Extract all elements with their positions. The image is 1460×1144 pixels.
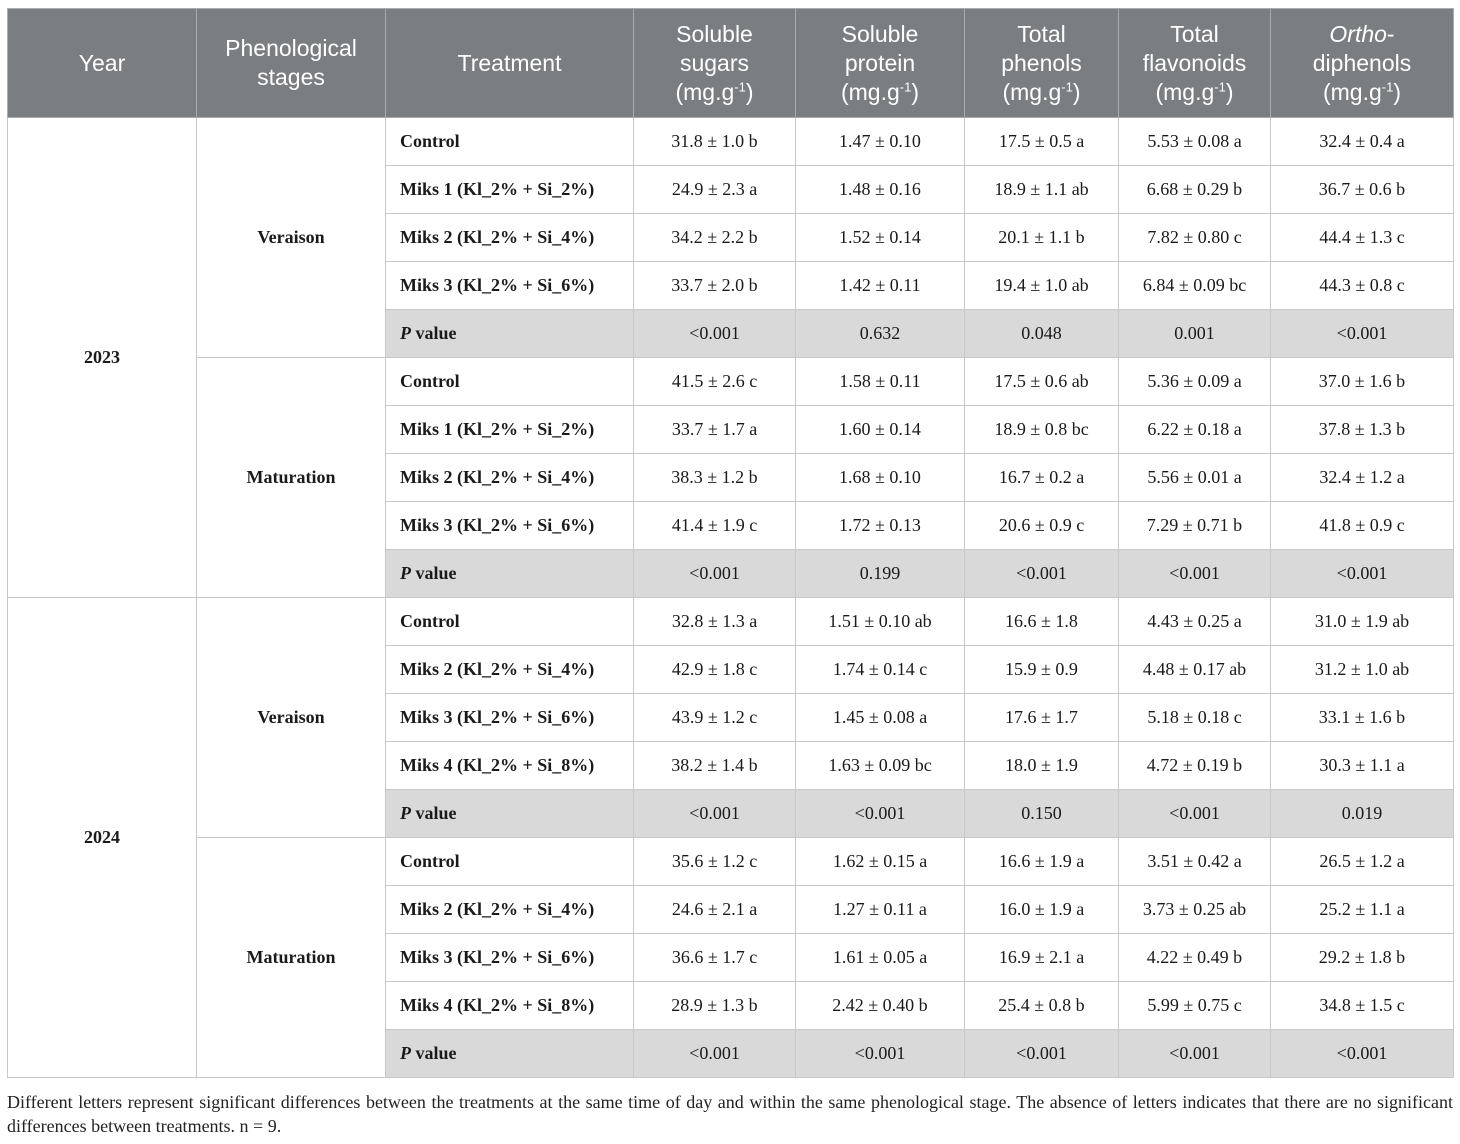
treatment-cell: Miks 2 (Kl_2% + Si_4%) (386, 886, 634, 934)
flavonoids-pvalue-cell: <0.001 (1119, 1030, 1271, 1078)
sugars-cell: 32.8 ± 1.3 a (634, 598, 796, 646)
ortho-cell: 31.0 ± 1.9 ab (1271, 598, 1454, 646)
ortho-cell: 29.2 ± 1.8 b (1271, 934, 1454, 982)
treatment-cell: Miks 1 (Kl_2% + Si_2%) (386, 166, 634, 214)
pvalue-label (386, 790, 634, 838)
sugars-pvalue-cell: <0.001 (634, 550, 796, 598)
protein-pvalue-cell: 0.632 (796, 310, 965, 358)
sugars-pvalue-cell: <0.001 (634, 310, 796, 358)
protein-pvalue-cell: 0.199 (796, 550, 965, 598)
phenols-cell: 16.7 ± 0.2 a (965, 454, 1119, 502)
ortho-cell: 33.1 ± 1.6 b (1271, 694, 1454, 742)
ortho-cell: 37.8 ± 1.3 b (1271, 406, 1454, 454)
flavonoids-cell: 5.36 ± 0.09 a (1119, 358, 1271, 406)
phenols-cell: 19.4 ± 1.0 ab (965, 262, 1119, 310)
table-row (8, 358, 1454, 406)
protein-cell: 1.27 ± 0.11 a (796, 886, 965, 934)
treatment-cell: Miks 3 (Kl_2% + Si_6%) (386, 502, 634, 550)
phenols-pvalue-cell: 0.150 (965, 790, 1119, 838)
flavonoids-cell: 5.53 ± 0.08 a (1119, 118, 1271, 166)
flavonoids-cell: 4.43 ± 0.25 a (1119, 598, 1271, 646)
flavonoids-cell: 5.18 ± 0.18 c (1119, 694, 1271, 742)
protein-cell: 1.62 ± 0.15 a (796, 838, 965, 886)
phenols-cell: 17.5 ± 0.6 ab (965, 358, 1119, 406)
phenols-pvalue-cell: <0.001 (965, 550, 1119, 598)
flavonoids-cell: 3.51 ± 0.42 a (1119, 838, 1271, 886)
treatment-cell: Miks 4 (Kl_2% + Si_8%) (386, 742, 634, 790)
sugars-pvalue-cell: <0.001 (634, 1030, 796, 1078)
pvalue-label-text: value (411, 323, 457, 343)
flavonoids-cell: 4.72 ± 0.19 b (1119, 742, 1271, 790)
sugars-cell: 36.6 ± 1.7 c (634, 934, 796, 982)
treatment-cell: Miks 4 (Kl_2% + Si_8%) (386, 982, 634, 1030)
table-row (8, 118, 1454, 166)
protein-cell: 1.51 ± 0.10 ab (796, 598, 965, 646)
col-ortho-header: Ortho- diphenols $(mg.g^{-1})$ (1271, 9, 1454, 118)
flavonoids-pvalue-cell: <0.001 (1119, 790, 1271, 838)
protein-cell: 1.47 ± 0.10 (796, 118, 965, 166)
sugars-cell: 35.6 ± 1.2 c (634, 838, 796, 886)
pvalue-label-p: P (400, 1043, 411, 1063)
year-cell: 2024 (8, 598, 197, 1078)
flavonoids-cell: 3.73 ± 0.25 ab (1119, 886, 1271, 934)
phenols-pvalue-cell: <0.001 (965, 1030, 1119, 1078)
sugars-cell: 42.9 ± 1.8 c (634, 646, 796, 694)
ortho-cell: 36.7 ± 0.6 b (1271, 166, 1454, 214)
treatment-cell: Miks 2 (Kl_2% + Si_4%) (386, 214, 634, 262)
protein-cell: 1.63 ± 0.09 bc (796, 742, 965, 790)
sugars-cell: 38.3 ± 1.2 b (634, 454, 796, 502)
treatment-cell: Miks 1 (Kl_2% + Si_2%) (386, 406, 634, 454)
flavonoids-cell: 7.82 ± 0.80 c (1119, 214, 1271, 262)
col-protein-header: Soluble protein $(mg.g^{-1})$ (796, 9, 965, 118)
phenols-cell: 17.5 ± 0.5 a (965, 118, 1119, 166)
table-header (8, 9, 1454, 118)
ortho-cell: 41.8 ± 0.9 c (1271, 502, 1454, 550)
ortho-cell: 34.8 ± 1.5 c (1271, 982, 1454, 1030)
protein-cell: 1.72 ± 0.13 (796, 502, 965, 550)
table-row (8, 598, 1454, 646)
col-stage-header: Phenological stages (197, 9, 386, 118)
sugars-cell: 28.9 ± 1.3 b (634, 982, 796, 1030)
phenols-cell: 17.6 ± 1.7 (965, 694, 1119, 742)
phenols-cell: 15.9 ± 0.9 (965, 646, 1119, 694)
treatment-cell: Miks 2 (Kl_2% + Si_4%) (386, 646, 634, 694)
pvalue-label-p: P (400, 563, 411, 583)
phenols-cell: 20.1 ± 1.1 b (965, 214, 1119, 262)
year-cell: 2023 (8, 118, 197, 598)
treatment-cell: Control (386, 838, 634, 886)
flavonoids-cell: 6.84 ± 0.09 bc (1119, 262, 1271, 310)
protein-cell: 1.60 ± 0.14 (796, 406, 965, 454)
protein-cell: 1.42 ± 0.11 (796, 262, 965, 310)
stage-cell: Maturation (197, 358, 386, 598)
stage-cell: Maturation (197, 838, 386, 1078)
protein-cell: 1.48 ± 0.16 (796, 166, 965, 214)
ortho-cell: 44.4 ± 1.3 c (1271, 214, 1454, 262)
pvalue-label-text: value (411, 563, 457, 583)
ortho-cell: 32.4 ± 1.2 a (1271, 454, 1454, 502)
flavonoids-pvalue-cell: 0.001 (1119, 310, 1271, 358)
pvalue-label (386, 550, 634, 598)
phenols-cell: 25.4 ± 0.8 b (965, 982, 1119, 1030)
protein-cell: 1.68 ± 0.10 (796, 454, 965, 502)
ortho-cell: 32.4 ± 0.4 a (1271, 118, 1454, 166)
flavonoids-cell: 7.29 ± 0.71 b (1119, 502, 1271, 550)
sugars-cell: 41.5 ± 2.6 c (634, 358, 796, 406)
pvalue-label (386, 310, 634, 358)
ortho-cell: 44.3 ± 0.8 c (1271, 262, 1454, 310)
pvalue-label-text: value (411, 1043, 457, 1063)
sugars-cell: 34.2 ± 2.2 b (634, 214, 796, 262)
ortho-pvalue-cell: <0.001 (1271, 310, 1454, 358)
phenols-pvalue-cell: 0.048 (965, 310, 1119, 358)
table-body (8, 118, 1454, 1078)
stage-cell: Veraison (197, 118, 386, 358)
col-flavonoids-header: Total flavonoids $(mg.g^{-1})$ (1119, 9, 1271, 118)
protein-pvalue-cell: <0.001 (796, 790, 965, 838)
ortho-cell: 26.5 ± 1.2 a (1271, 838, 1454, 886)
phenols-cell: 18.9 ± 0.8 bc (965, 406, 1119, 454)
ortho-cell: 25.2 ± 1.1 a (1271, 886, 1454, 934)
protein-cell: 1.58 ± 0.11 (796, 358, 965, 406)
treatment-cell: Miks 2 (Kl_2% + Si_4%) (386, 454, 634, 502)
treatment-cell: Control (386, 358, 634, 406)
protein-pvalue-cell: <0.001 (796, 1030, 965, 1078)
phenols-cell: 16.9 ± 2.1 a (965, 934, 1119, 982)
phenols-cell: 18.9 ± 1.1 ab (965, 166, 1119, 214)
pvalue-label (386, 1030, 634, 1078)
treatment-cell: Miks 3 (Kl_2% + Si_6%) (386, 934, 634, 982)
ortho-pvalue-cell: <0.001 (1271, 1030, 1454, 1078)
data-table (7, 8, 1454, 1078)
sugars-cell: 41.4 ± 1.9 c (634, 502, 796, 550)
col-year-header: Year (8, 9, 197, 118)
col-phenols-header: Total phenols $(mg.g^{-1})$ (965, 9, 1119, 118)
treatment-cell: Miks 3 (Kl_2% + Si_6%) (386, 694, 634, 742)
flavonoids-cell: 5.99 ± 0.75 c (1119, 982, 1271, 1030)
treatment-cell: Miks 3 (Kl_2% + Si_6%) (386, 262, 634, 310)
sugars-cell: 33.7 ± 2.0 b (634, 262, 796, 310)
flavonoids-cell: 4.48 ± 0.17 ab (1119, 646, 1271, 694)
table-row (8, 838, 1454, 886)
protein-cell: 2.42 ± 0.40 b (796, 982, 965, 1030)
pvalue-label-p: P (400, 803, 411, 823)
sugars-cell: 24.9 ± 2.3 a (634, 166, 796, 214)
protein-cell: 1.52 ± 0.14 (796, 214, 965, 262)
ortho-cell: 30.3 ± 1.1 a (1271, 742, 1454, 790)
stage-cell: Veraison (197, 598, 386, 838)
phenols-cell: 18.0 ± 1.9 (965, 742, 1119, 790)
pvalue-label-text: value (411, 803, 457, 823)
col-treatment-header: Treatment (386, 9, 634, 118)
protein-cell: 1.61 ± 0.05 a (796, 934, 965, 982)
flavonoids-pvalue-cell: <0.001 (1119, 550, 1271, 598)
protein-cell: 1.45 ± 0.08 a (796, 694, 965, 742)
col-sugars-header: Soluble sugars $(mg.g^{-1})$ (634, 9, 796, 118)
sugars-cell: 24.6 ± 2.1 a (634, 886, 796, 934)
phenols-cell: 20.6 ± 0.9 c (965, 502, 1119, 550)
sugars-pvalue-cell: <0.001 (634, 790, 796, 838)
treatment-cell: Control (386, 118, 634, 166)
flavonoids-cell: 6.68 ± 0.29 b (1119, 166, 1271, 214)
sugars-cell: 33.7 ± 1.7 a (634, 406, 796, 454)
phenols-cell: 16.0 ± 1.9 a (965, 886, 1119, 934)
flavonoids-cell: 4.22 ± 0.49 b (1119, 934, 1271, 982)
pvalue-label-p: P (400, 323, 411, 343)
sugars-cell: 31.8 ± 1.0 b (634, 118, 796, 166)
treatment-cell: Control (386, 598, 634, 646)
ortho-cell: 31.2 ± 1.0 ab (1271, 646, 1454, 694)
ortho-cell: 37.0 ± 1.6 b (1271, 358, 1454, 406)
protein-cell: 1.74 ± 0.14 c (796, 646, 965, 694)
flavonoids-cell: 5.56 ± 0.01 a (1119, 454, 1271, 502)
table-footnote: Different letters represent significant differences between the treatments at the same time of day and within the same phenological stage. The absence of letters indicates that there are no significant differences between treatments. n = 9. (7, 1092, 1453, 1136)
ortho-pvalue-cell: <0.001 (1271, 550, 1454, 598)
phenols-cell: 16.6 ± 1.9 a (965, 838, 1119, 886)
ortho-pvalue-cell: 0.019 (1271, 790, 1454, 838)
flavonoids-cell: 6.22 ± 0.18 a (1119, 406, 1271, 454)
phenols-cell: 16.6 ± 1.8 (965, 598, 1119, 646)
sugars-cell: 38.2 ± 1.4 b (634, 742, 796, 790)
sugars-cell: 43.9 ± 1.2 c (634, 694, 796, 742)
